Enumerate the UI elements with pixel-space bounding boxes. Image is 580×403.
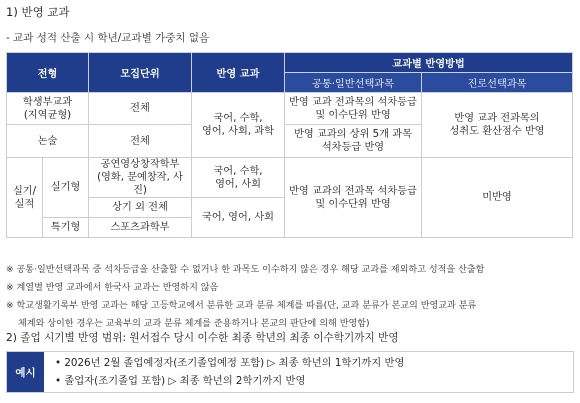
row3-subjects-line2: 영어, 사회 xyxy=(215,178,261,190)
example-item-1: • 2026년 2월 졸업예정자(조기졸업예정 포함) ▷ 최종 학년의 1학기까지 반영 xyxy=(55,357,405,369)
row3-unit xyxy=(89,158,192,198)
row3-general-line2: 및 이수단위 반영 xyxy=(315,198,391,210)
row3-subtype: 실기형 xyxy=(43,158,89,218)
row3-subjects xyxy=(192,158,285,198)
note-1: ※ 공통·일반선택과목 중 석차등급을 산출할 수 없거나 한 과목도 이수하지 않은 경우 해당 교과를 제외하고 성적을 산출함 xyxy=(6,265,485,275)
row1-career-line1: 반영 교과 전과목의 xyxy=(454,113,540,124)
example-box xyxy=(6,351,574,393)
header-general: 공통·일반선택과목 xyxy=(285,73,422,93)
row5-unit: 스포츠과학부 xyxy=(89,218,192,238)
subjects-line2: 영어, 사회, 과학 xyxy=(202,126,274,137)
subjects-line1: 국어, 수학, xyxy=(213,113,263,124)
row1-general xyxy=(285,93,422,125)
row1-subjects xyxy=(192,93,285,158)
row1-type-line1: 학생부교과 xyxy=(22,96,73,108)
row1-type xyxy=(7,93,89,125)
row3-type xyxy=(7,158,43,238)
header-unit: 모집단위 xyxy=(89,53,192,93)
section-subheading: - 교과 성적 산출 시 학년/교과별 가중치 없음 xyxy=(6,32,210,44)
row1-type-line2: (지역균형) xyxy=(23,109,72,121)
row3-general-line1: 반영 교과의 전과목 석차등급 xyxy=(289,185,417,197)
section2-heading: 2) 졸업 시기별 반영 범위: 원서접수 당시 이수한 최종 학년의 최종 이수학기까지 반영 xyxy=(6,332,399,344)
row2-unit: 전체 xyxy=(89,125,192,158)
row5-subtype: 특기형 xyxy=(43,218,89,238)
row1-career-line2: 성취도 환산점수 반영 xyxy=(449,126,545,137)
example-label: 예시 xyxy=(7,352,44,392)
row3-type-line2: 실적 xyxy=(14,198,35,210)
row2-general-line2: 석차등급 반영 xyxy=(321,142,385,153)
notes xyxy=(6,261,576,333)
note-3-continued: 체계와 상이한 경우는 교육부의 교과 분류 체계를 준용하거나 본교의 판단에 의해 반영함) xyxy=(18,319,370,329)
row3-career: 미반영 xyxy=(422,158,573,238)
row1-unit: 전체 xyxy=(89,93,192,125)
note-3: ※ 학교생활기록부 반영 교과는 해당 고등학교에서 분류한 교과 분류 체계를 따름(단, 교과 분류가 본교의 반영교과 분류 xyxy=(6,301,477,311)
row3-type-line1: 실기/ xyxy=(12,185,37,197)
row3-unit-line2: (영화, 문예창작, 사진) xyxy=(97,172,183,196)
header-type: 전형 xyxy=(7,53,89,93)
subjects-table xyxy=(6,52,573,238)
row3-general xyxy=(285,158,422,238)
section-heading: 1) 반영 교과 xyxy=(6,5,70,19)
row2-general-line1: 반영 교과의 상위 5개 과목 xyxy=(294,129,412,140)
row1-general-line1: 반영 교과 전과목의 석차등급 xyxy=(289,96,417,108)
row1-career xyxy=(422,93,573,158)
row4-subjects: 국어, 영어, 사회 xyxy=(192,198,285,238)
header-subjects: 반영 교과 xyxy=(192,53,285,93)
row3-subjects-line1: 국어, 수학, xyxy=(213,165,263,177)
row4-unit: 상기 외 전체 xyxy=(89,198,192,218)
row1-general-line2: 및 이수단위 반영 xyxy=(315,109,391,121)
note-2: ※ 계열별 반영 교과에서 한국사 교과는 반영하지 않음 xyxy=(6,283,219,293)
example-item-2: • 졸업자(조기졸업 포함) ▷ 최종 학년의 2학기까지 반영 xyxy=(55,375,306,387)
example-list xyxy=(55,354,404,390)
header-career: 진로선택과목 xyxy=(422,73,573,93)
header-method: 교과별 반영방법 xyxy=(285,53,573,73)
row2-type: 논술 xyxy=(7,125,89,158)
row3-unit-line1: 공연영상창작학부 xyxy=(100,159,180,170)
row2-general xyxy=(285,125,422,158)
